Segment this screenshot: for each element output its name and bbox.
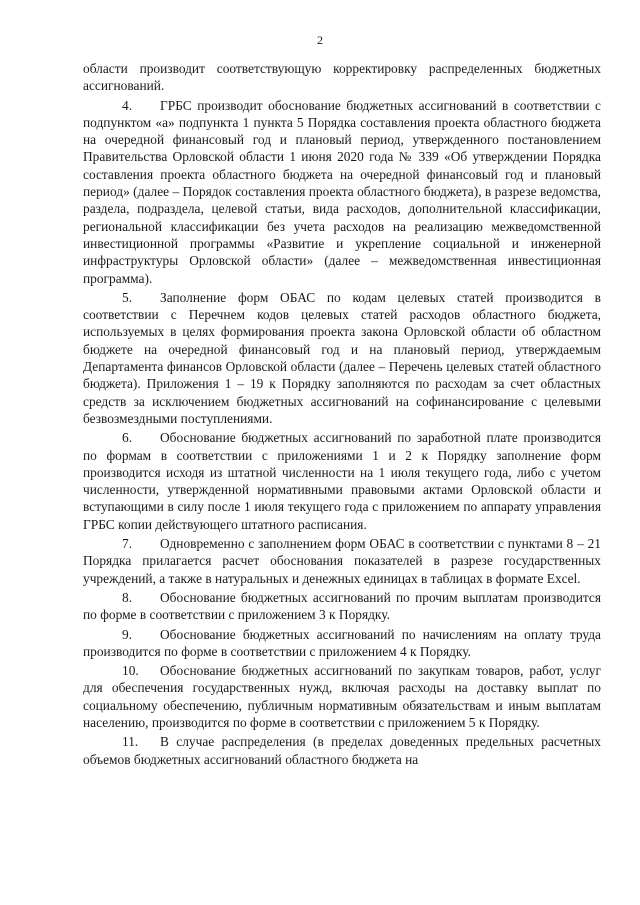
paragraph-number: 7. xyxy=(122,536,133,552)
paragraph-6 xyxy=(83,429,601,533)
paragraph-4 xyxy=(83,97,601,287)
paragraph-number: 11. xyxy=(122,734,139,750)
paragraph-continuation xyxy=(83,60,601,95)
document-body xyxy=(83,60,601,768)
page-number: 2 xyxy=(317,33,323,47)
paragraph-7 xyxy=(83,535,601,587)
paragraph-text: области производит соответствующую корректировку распределенных бюджетных ассигнований. xyxy=(83,61,601,94)
paragraph-number: 10. xyxy=(122,663,139,679)
paragraph-text: ГРБС производит обоснование бюджетных ассигнований в соответствии с подпунктом «а» подпункта 1 пункта 5 Порядка составления проекта областного бюджета на очередной финансовый год и плановый период, утвержденного постановлением Правительства Орловской области 1 июня 2020 года № 339 «Об утверждении Порядка составления проекта областного бюджета на очередной финансовый год и плановый период» (далее – Порядок составления проекта областного бюджета), в разрезе ведомства, раздела, подраздела, целевой статьи, вида расходов, дополнительной классификации, региональной классификации без учета расходов на реализацию межведомственной инвестиционной программы «Развитие и укрепление социальной и инженерной инфраструктуры Орловской области» (далее – межведомственная инвестиционная программа). xyxy=(83,97,601,286)
paragraph-text: Обоснование бюджетных ассигнований по закупкам товаров, работ, услуг для обеспечения государственных нужд, включая расходы на доставку выплат по социальному обеспечению, публичным нормативным обязательствам и иным выплатам населению, производится по форме в соответствии с приложением 5 к Порядку. xyxy=(83,663,601,730)
paragraph-text: Заполнение форм ОБАС по кодам целевых статей производится в соответствии с Перечнем кодов целевых статей расходов областного бюджета, используемых в целях формирования проекта закона Орловской области об областном бюджете на очередной финансовый год и на плановый период, утверждаемым Департамента финансов Орловской области (далее – Перечень целевых статей областного бюджета). Приложения 1 – 19 к Порядку заполняются по расходам за счет областных средств за исключением бюджетных ассигнований на софинансирование с целевыми безвозмездными поступлениями. xyxy=(83,289,601,426)
paragraph-number: 8. xyxy=(122,589,133,605)
paragraph-text: В случае распределения (в пределах доведенных предельных расчетных объемов бюджетных ассигнований областного бюджета на xyxy=(83,734,601,767)
paragraph-text: Одновременно с заполнением форм ОБАС в соответствии с пунктами 8 – 21 Порядка прилагается расчет обоснования показателей в разрезе государственных учреждений, а также в натуральных и денежных единицах в таблицах в формате Excel. xyxy=(83,536,601,586)
paragraph-number: 9. xyxy=(122,626,133,642)
paragraph-number: 4. xyxy=(122,97,133,113)
paragraph-text: Обоснование бюджетных ассигнований по начислениям на оплату труда производится по форме в соответствии с приложением 4 к Порядку. xyxy=(83,626,601,659)
paragraph-10 xyxy=(83,662,601,731)
paragraph-5 xyxy=(83,289,601,427)
paragraph-8 xyxy=(83,589,601,624)
paragraph-text: Обоснование бюджетных ассигнований по заработной плате производится по формам в соответствии с приложениями 1 и 2 к Порядку заполнение форм производится исходя из штатной численности на 1 июля текущего года, либо с учетом численности, утвержденной нормативными правовыми актами Орловской области и вступающими в силу после 1 июля текущего года с приложением по аппарату управления ГРБС копии действующего штатного расписания. xyxy=(83,430,601,532)
paragraph-number: 6. xyxy=(122,430,133,446)
paragraph-9 xyxy=(83,626,601,661)
paragraph-number: 5. xyxy=(122,289,133,305)
paragraph-11 xyxy=(83,733,601,768)
paragraph-text: Обоснование бюджетных ассигнований по прочим выплатам производится по форме в соответствии с приложением 3 к Порядку. xyxy=(83,589,601,623)
